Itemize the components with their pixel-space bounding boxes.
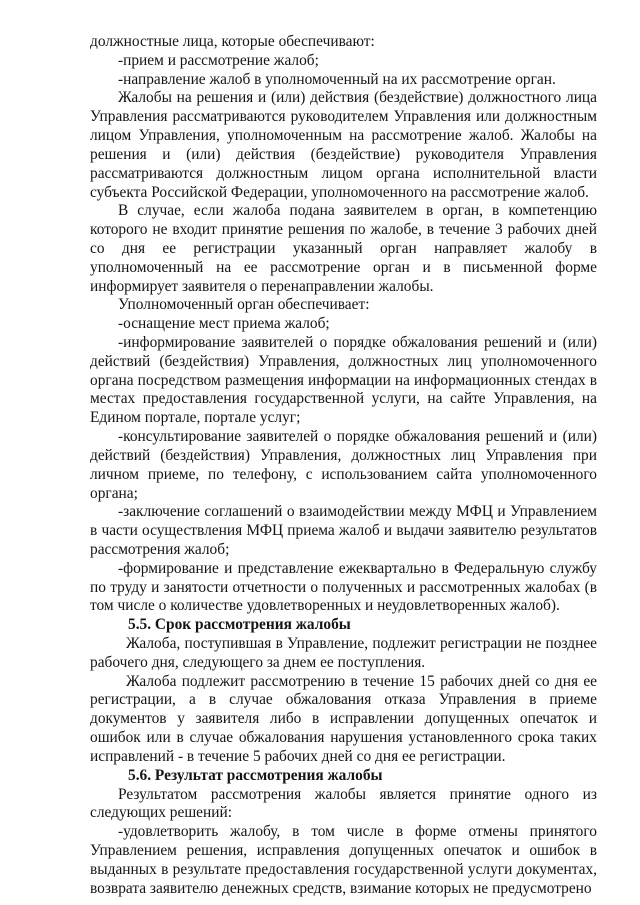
paragraph: Результатом рассмотрения жалобы является принятие одного из следующих решений: — [90, 785, 597, 822]
paragraph: должностные лица, которые обеспечивают: — [90, 33, 375, 50]
document-body — [90, 33, 597, 898]
paragraph: В случае, если жалоба подана заявителем в орган, в компетенцию которого не входит принятие решения по жалобе, в течение 3 рабочих дней со дня ее регистрации указанный орган направляет жалобу в уполномоченный на ее рассмотрение орган и в письменной форме информирует заявителя о перенаправлении жалобы. — [90, 202, 597, 295]
section-heading: 5.5. Срок рассмотрения жалобы — [128, 616, 351, 634]
paragraph: Жалоба подлежит рассмотрению в течение 15 рабочих дней со дня ее регистрации, а в случае обжалования отказа Управления в приеме документов у заявителя либо в исправлении допущенных опечаток и ошибок или в случае обжалования нарушения установленного срока таких исправлений - в течение 5 рабочих дней со дня ее регистрации. — [90, 672, 597, 765]
list-item: -удовлетворить жалобу, в том числе в форме отмены принятого Управлением решения, исправления допущенных опечаток и ошибок в выданных в результате предоставления государственной услуги документах, возврата заявителю денежных средств, взимание которых не предусмотрено — [90, 823, 597, 897]
list-item: -оснащение мест приема жалоб; — [118, 315, 330, 333]
list-item: -информирование заявителей о порядке обжалования решений и (или) действий (бездействия) Управления, должностных лиц уполномоченного органа посредством размещения информации на информационных стендах в местах предоставления государственной услуги, на сайте Управления, на Едином портале, портале услуг; — [90, 334, 597, 427]
section-heading: 5.6. Результат рассмотрения жалобы — [128, 766, 383, 784]
paragraph: Жалобы на решения и (или) действия (бездействие) должностного лица Управления рассматриваются руководителем Управления или должностным лицом Управления, уполномоченным на рассмотрение жалоб. Жалобы на решения и (или) действия (бездействие) руководителя Управления рассматриваются должностным лицом органа исполнительной власти субъекта Российской Федерации, уполномоченного на рассмотрение жалоб. — [90, 89, 597, 201]
list-item: -прием и рассмотрение жалоб; — [118, 51, 319, 69]
paragraph: Уполномоченный орган обеспечивает: — [118, 296, 370, 314]
list-item: -заключение соглашений о взаимодействии между МФЦ и Управлением в части осуществления МФЦ приема жалоб и выдачи заявителю результатов рассмотрения жалоб; — [90, 503, 597, 558]
list-item: -консультирование заявителей о порядке обжалования решений и (или) действий (бездействия) Управления, должностных лиц Управления при личном приеме, по телефону, с использованием сайта уполномоченного органа; — [90, 428, 597, 502]
list-item: -направление жалоб в уполномоченный на их рассмотрение орган. — [118, 70, 556, 88]
list-item: -формирование и представление ежеквартально в Федеральную службу по труду и занятости отчетности о полученных и рассмотренных жалобах (в том числе о количестве удовлетворенных и неудовлетворенных жалоб). — [90, 559, 597, 615]
paragraph: Жалоба, поступившая в Управление, подлежит регистрации не позднее рабочего дня, следующего за днем ее поступления. — [90, 635, 597, 671]
